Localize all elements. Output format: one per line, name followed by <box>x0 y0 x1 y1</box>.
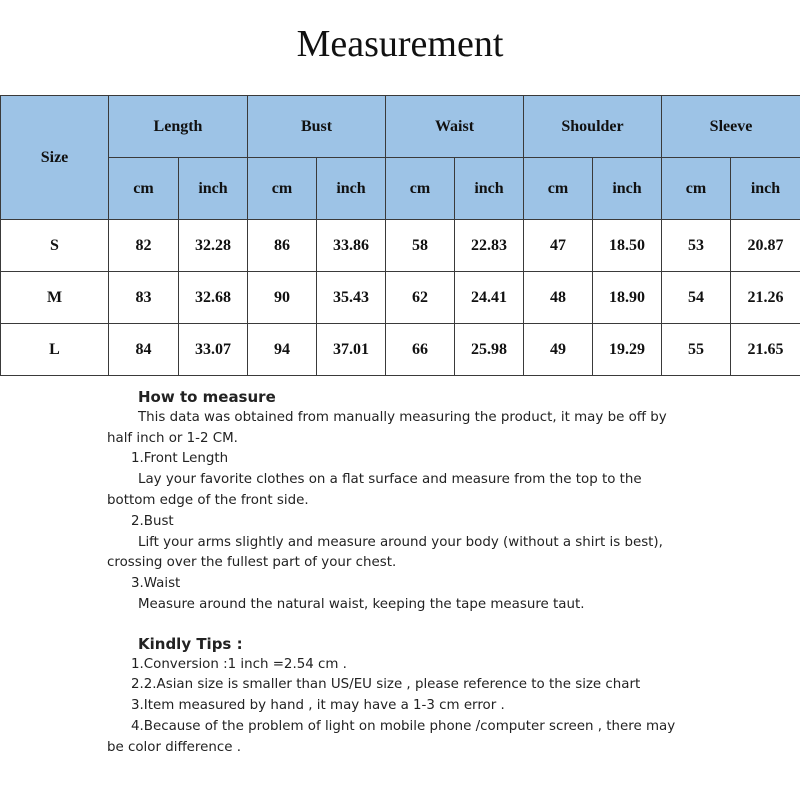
bust-text: Lift your arms slightly and measure around your body (without a shirt is best), <box>138 534 663 550</box>
value-cell: 84 <box>109 324 179 376</box>
value-cell: 53 <box>662 220 731 272</box>
howto-intro-line: This data was obtained from manually measuring the product, it may be off by <box>138 409 667 425</box>
size-chart-table <box>0 95 800 376</box>
bust-text: crossing over the fullest part of your chest. <box>107 555 397 571</box>
value-cell: 49 <box>524 324 593 376</box>
value-cell: 22.83 <box>455 220 524 272</box>
unit-inch-header: inch <box>593 158 662 220</box>
value-cell: 20.87 <box>731 220 800 272</box>
unit-inch-header: inch <box>179 158 248 220</box>
measurement-notes <box>107 387 747 759</box>
table-row <box>1 220 800 272</box>
value-cell: 25.98 <box>455 324 524 376</box>
value-cell: 18.90 <box>593 272 662 324</box>
page-title: Measurement <box>296 23 504 65</box>
value-cell: 90 <box>248 272 317 324</box>
howto-heading: How to measure <box>138 388 276 406</box>
front-length-text: Lay your favorite clothes on a flat surface and measure from the top to the <box>138 472 642 488</box>
front-length-title: 1.Front Length <box>131 451 229 467</box>
value-cell: 48 <box>524 272 593 324</box>
size-cell: L <box>1 324 109 376</box>
tip-item: 4.Because of the problem of light on mobile phone /computer screen , there may <box>131 718 676 734</box>
unit-cm-header: cm <box>248 158 317 220</box>
value-cell: 47 <box>524 220 593 272</box>
value-cell: 33.86 <box>317 220 386 272</box>
howto-intro-line: half inch or 1-2 CM. <box>107 430 238 446</box>
bust-header: Bust <box>248 96 386 158</box>
tip-item: 2.2.Asian size is smaller than US/EU size , please reference to the size chart <box>131 677 641 693</box>
value-cell: 18.50 <box>593 220 662 272</box>
value-cell: 24.41 <box>455 272 524 324</box>
value-cell: 58 <box>386 220 455 272</box>
table-row <box>1 324 800 376</box>
value-cell: 94 <box>248 324 317 376</box>
length-header: Length <box>109 96 248 158</box>
value-cell: 82 <box>109 220 179 272</box>
unit-cm-header: cm <box>524 158 593 220</box>
bust-title: 2.Bust <box>131 513 174 529</box>
value-cell: 33.07 <box>179 324 248 376</box>
value-cell: 54 <box>662 272 731 324</box>
value-cell: 66 <box>386 324 455 376</box>
tip-item: be color difference . <box>107 739 241 755</box>
front-length-text: bottom edge of the front side. <box>107 492 309 508</box>
unit-cm-header: cm <box>109 158 179 220</box>
table-row <box>1 272 800 324</box>
unit-inch-header: inch <box>317 158 386 220</box>
unit-inch-header: inch <box>731 158 800 220</box>
value-cell: 55 <box>662 324 731 376</box>
value-cell: 37.01 <box>317 324 386 376</box>
value-cell: 19.29 <box>593 324 662 376</box>
value-cell: 83 <box>109 272 179 324</box>
size-header: Size <box>1 96 109 220</box>
value-cell: 86 <box>248 220 317 272</box>
value-cell: 32.68 <box>179 272 248 324</box>
tip-item: 3.Item measured by hand , it may have a 1-3 cm error . <box>131 698 505 714</box>
waist-title: 3.Waist <box>131 576 181 592</box>
value-cell: 21.65 <box>731 324 800 376</box>
unit-cm-header: cm <box>662 158 731 220</box>
value-cell: 62 <box>386 272 455 324</box>
unit-cm-header: cm <box>386 158 455 220</box>
size-cell: S <box>1 220 109 272</box>
shoulder-header: Shoulder <box>524 96 662 158</box>
tip-item: 1.Conversion :1 inch =2.54 cm . <box>131 656 347 672</box>
value-cell: 35.43 <box>317 272 386 324</box>
value-cell: 32.28 <box>179 220 248 272</box>
value-cell: 21.26 <box>731 272 800 324</box>
size-cell: M <box>1 272 109 324</box>
unit-inch-header: inch <box>455 158 524 220</box>
waist-text: Measure around the natural waist, keeping the tape measure taut. <box>138 596 585 612</box>
sleeve-header: Sleeve <box>662 96 800 158</box>
tips-heading: Kindly Tips : <box>138 634 243 653</box>
waist-header: Waist <box>386 96 524 158</box>
